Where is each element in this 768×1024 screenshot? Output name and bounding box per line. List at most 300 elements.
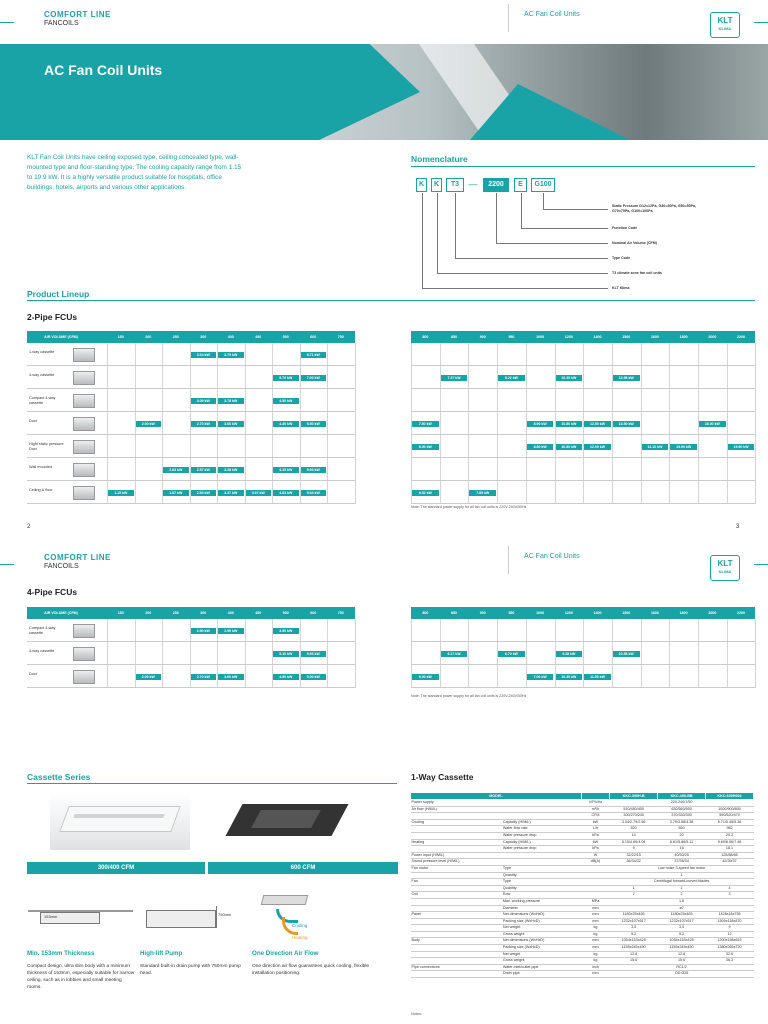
capacity-badge: 5.00 kW	[301, 467, 327, 473]
spec-cell: kPa	[581, 832, 609, 839]
cfm-column-header: 750	[337, 335, 344, 339]
spec-cell: Max. working pressure	[502, 898, 581, 905]
spec-cell: CFM	[581, 813, 609, 820]
spec-cell: Water inlet/outlet pipe	[502, 964, 581, 971]
cfm-column-header: 850	[451, 335, 458, 339]
cfm-column-header: 250	[172, 335, 179, 339]
spec-cell: 9	[706, 925, 754, 932]
cfm-column-header: 1800	[679, 335, 688, 339]
cfm-column-header: 950	[508, 335, 515, 339]
capacity-badge: 5.10 kW	[273, 651, 299, 657]
spec-cell	[411, 905, 502, 912]
banner	[0, 44, 768, 140]
cfm-column-header: 1600	[650, 611, 659, 615]
spec-cell: W	[581, 852, 609, 859]
spec-row	[411, 918, 754, 925]
note-2pipe: Note: The standard power supply for all fan coil units is 220V-240V/50Hz	[411, 505, 527, 509]
spec-header: KKC-300H-B	[610, 793, 658, 800]
cfm-column-header: 2200	[737, 335, 746, 339]
spec-cell: mm	[581, 971, 609, 978]
spec-cell: mm	[581, 918, 609, 925]
feature-title-airflow: One Direction Air Flow	[252, 950, 319, 957]
spec-cell: Power supply	[411, 800, 502, 807]
capacity-badge: 1.87 kW	[163, 490, 189, 496]
spec-cell: 650	[658, 826, 706, 833]
feature-title-pump: High-lift Pump	[140, 950, 183, 957]
cfm-column-header: 1600	[650, 335, 659, 339]
spec-cell: 1155x245x490	[610, 945, 658, 952]
spec-cell	[581, 872, 609, 879]
spec-cell: 3.79/3.58/3.38	[658, 819, 706, 826]
cfm-column-header: 2000	[708, 335, 717, 339]
cfm-column-header: 400	[227, 611, 234, 615]
fcu-unit-image	[73, 348, 95, 362]
spec-cell: 1054x153x425	[658, 938, 706, 945]
capacity-badge: 7.00 kW	[301, 375, 327, 381]
spec-cell: Capacity (H/M/L)	[502, 819, 581, 826]
spec-cell: kg	[581, 925, 609, 932]
spec-row	[411, 879, 754, 886]
capacity-badge: 14.10 kW	[642, 444, 669, 450]
capacity-badge: 4.83 kW	[273, 490, 299, 496]
fcu-unit-image	[73, 394, 95, 408]
cassette-600-image	[228, 792, 348, 852]
fcu-row	[411, 389, 755, 412]
note-4pipe: Note: The standard power supply for all fan coil units is 220V-240V/50Hz	[411, 694, 527, 698]
spec-cell	[411, 872, 502, 879]
spec-cell: Centrifugal forward-curved blades	[610, 879, 754, 886]
spec-cell: Type	[502, 879, 581, 886]
spec-cell: Net weight	[502, 925, 581, 932]
spec-cell: 1	[610, 885, 658, 892]
spec-cell	[411, 832, 502, 839]
spec-cell: 20.2	[706, 832, 754, 839]
spec-cell: Body	[411, 938, 502, 945]
cfm-column-header: 850	[451, 611, 458, 615]
capacity-badge: 4.40 kW	[273, 421, 299, 427]
spec-row	[411, 945, 754, 952]
spec-cell: 5.71/5.45/5.36	[706, 819, 754, 826]
spec-cell: 370/330/300	[658, 813, 706, 820]
spec-cell: 300/270/240	[610, 813, 658, 820]
spec-cell: 36/34/32	[610, 859, 658, 866]
spec-cell: Net dimensions (WxHxD)	[502, 938, 581, 945]
capacity-badge: 3.60 kW	[218, 421, 244, 427]
spec-row	[411, 872, 754, 879]
heating-label: Heating	[292, 935, 308, 940]
intro-text: KLT Fan Coil Units have ceiling exposed type, ceiling concealed type, wall-mounted type and floor-standing type. The cooling capacity range from 1.15 to 19.9 kW. It is a highly versatile product suitable for hospitals, office buildings, hotels, airports and various other applications.	[27, 154, 242, 191]
nomenclature-code: 2200	[483, 178, 509, 192]
spec-cell: Gross weight	[502, 958, 581, 965]
capacity-badge: 2.97 kW	[191, 467, 217, 473]
cfm-column-header: 2000	[708, 611, 717, 615]
cfm-column-header: 150	[117, 335, 124, 339]
spec-cell: 1380x265x720	[706, 945, 754, 952]
fcu-unit-image	[73, 463, 95, 477]
spec-cell: 32/22/15	[610, 852, 658, 859]
two-pipe-header-left	[27, 331, 355, 343]
spec-cell: 3.04/2.79/2.56	[610, 819, 658, 826]
cfm-column-header: 200	[145, 335, 152, 339]
klt-logo-p2: KLT KLIMA	[710, 555, 740, 581]
spec-cell: Quantity	[502, 885, 581, 892]
spec-cell: 1180x25x465	[610, 912, 658, 919]
fcu-type-label: Compact 4-way cassette	[29, 625, 56, 635]
capacity-badge: 2.53 kW	[191, 490, 217, 496]
fcu-row	[411, 458, 755, 481]
cfm-column-header: 750	[337, 611, 344, 615]
capacity-badge: 3.79 kW	[218, 352, 244, 358]
spec-cell: Capacity (H/M/L)	[502, 839, 581, 846]
spec-cell: 520	[610, 826, 658, 833]
spec-row	[411, 819, 754, 826]
spec-cell: kg	[581, 958, 609, 965]
klt-logo: KLT KLIMA	[710, 12, 740, 38]
spec-cell: 9.60/8.56/7.48	[706, 839, 754, 846]
capacity-badge: 15.00 kW	[670, 444, 697, 450]
nomenclature-code: K	[431, 178, 442, 192]
capacity-badge: 3.04 kW	[191, 352, 217, 358]
capacity-badge: 2.63 kW	[163, 467, 189, 473]
fcu-unit-image	[73, 440, 95, 454]
spec-cell: Low noise 3-speed fan motor	[610, 865, 754, 872]
brand-line2: FANCOILS	[44, 20, 79, 27]
spec-cell: 1232x107x517	[658, 918, 706, 925]
spec-cell	[411, 951, 502, 958]
cfm-column-header: 300	[200, 611, 207, 615]
spec-cell: Heating	[411, 839, 502, 846]
thickness-diagram: 153mm	[28, 902, 133, 936]
spec-cell	[411, 971, 502, 978]
spec-cell: Fan	[411, 879, 502, 886]
air-volume-label: AIR VOLUME (CFM)	[44, 611, 78, 615]
capacity-badge: 5.71 kW	[301, 352, 327, 358]
capacity-badge: 4.25 kW	[273, 467, 299, 473]
cfm-column-header: 450	[255, 611, 262, 615]
cfm-column-header: 250	[172, 611, 179, 615]
fcu-unit-image	[73, 486, 95, 500]
spec-cell: Coil	[411, 892, 502, 899]
capacity-badge: 10.80 kW	[556, 421, 583, 427]
spec-row	[411, 800, 754, 807]
spec-cell	[411, 826, 502, 833]
two-pipe-title: 2-Pipe FCUs	[27, 312, 78, 322]
spec-cell: 630/560/500	[658, 806, 706, 813]
spec-row	[411, 951, 754, 958]
spec-cell: 20	[658, 832, 706, 839]
capacity-badge: 2.70 kW	[191, 421, 217, 427]
spec-cell: m³/h	[581, 806, 609, 813]
spec-row	[411, 931, 754, 938]
spec-cell: 982	[706, 826, 754, 833]
capacity-badge: 7.85 kW	[469, 490, 496, 496]
cfm-column-header: 500	[282, 611, 289, 615]
spec-cell: 18.1	[706, 846, 754, 853]
spec-cell	[502, 859, 581, 866]
spec-cell: 2	[658, 892, 706, 899]
capacity-badge: 5.64 kW	[301, 490, 327, 496]
capacity-badge: 5.50 kW	[301, 421, 327, 427]
spec-cell: 590/520/470	[706, 813, 754, 820]
spec-cell: 12.8	[610, 951, 658, 958]
spec-cell: 5.15/4.60/4.04	[610, 839, 658, 846]
cfm-column-header: 1500	[622, 611, 631, 615]
spec-cell: Type	[502, 865, 581, 872]
spec-cell	[411, 885, 502, 892]
spec-row	[411, 938, 754, 945]
spec-cell: 3	[706, 892, 754, 899]
capacity-badge: 10.39 kW	[556, 375, 583, 381]
fcu-row	[411, 343, 755, 366]
spec-row	[411, 892, 754, 899]
cfm-column-header: 1500	[622, 335, 631, 339]
spec-cell: 32.6	[706, 951, 754, 958]
spec-header	[581, 793, 609, 800]
spec-cell: kg	[581, 931, 609, 938]
cfm-column-header: 800	[422, 611, 429, 615]
capacity-badge: 11.50 kW	[584, 674, 611, 680]
spec-cell: 5.2	[658, 931, 706, 938]
cfm-column-header: 1400	[593, 335, 602, 339]
cfm-column-header: 400	[227, 335, 234, 339]
cfm-column-header: 450	[255, 335, 262, 339]
spec-cell: 12.8	[658, 951, 706, 958]
spec-cell	[581, 879, 609, 886]
capacity-badge: 19.90 kW	[728, 444, 755, 450]
spec-notes: Notes:	[411, 1012, 422, 1016]
spec-row	[411, 859, 754, 866]
spec-cell: 1180x25x465	[658, 912, 706, 919]
capacity-badge: 12.50 kW	[584, 421, 611, 427]
spec-cell: kPa	[581, 846, 609, 853]
spec-cell: 9	[610, 846, 658, 853]
capacity-badge: 5.70 kW	[273, 375, 299, 381]
spec-cell: Pipe connections	[411, 964, 502, 971]
spec-cell: 12	[706, 931, 754, 938]
spec-cell: inch	[581, 964, 609, 971]
cassette-series-title: Cassette Series	[27, 772, 91, 782]
fcu-unit-image	[73, 417, 95, 431]
fcu-type-label: 4-way cassette	[29, 648, 55, 653]
spec-cell	[581, 885, 609, 892]
capacity-badge: 6.00 kW	[412, 674, 439, 680]
spec-cell: 14	[610, 832, 658, 839]
nomenclature-label: KLT Klima	[612, 286, 630, 290]
spec-cell: 1232x107x517	[610, 918, 658, 925]
brand-line1: COMFORT LINE	[44, 10, 111, 19]
spec-cell: mm	[581, 945, 609, 952]
spec-cell: MPa	[581, 898, 609, 905]
badge-300-400-cfm: 300/400 CFM	[27, 862, 205, 874]
fcu-type-label: Wall mounted	[29, 464, 53, 469]
spec-row	[411, 912, 754, 919]
cfm-column-header: 950	[508, 611, 515, 615]
capacity-badge: 12.00 kW	[584, 444, 611, 450]
fcu-unit-image	[73, 624, 95, 638]
fcu-type-label: Hight static pressure Duct	[29, 441, 64, 451]
cassette-300-400-image	[50, 792, 190, 850]
capacity-badge: 10.58 kW	[613, 651, 640, 657]
spec-cell	[411, 958, 502, 965]
spec-cell: OD Ø25	[610, 971, 754, 978]
spec-cell: 36.3	[706, 958, 754, 965]
spec-cell: 125/88/65	[706, 852, 754, 859]
capacity-badge: 5.93 kW	[301, 651, 327, 657]
capacity-badge: 8.00 kW	[412, 444, 439, 450]
spec-cell: ø7	[610, 905, 754, 912]
nomenclature-label: Type Code	[612, 256, 631, 260]
spec-cell	[411, 945, 502, 952]
spec-cell	[502, 800, 581, 807]
cfm-column-header: 1000	[536, 335, 545, 339]
nomenclature-leader	[422, 193, 609, 289]
air-volume-label: AIR VOLUME (CFM)	[44, 335, 78, 339]
banner-title: AC Fan Coil Units	[44, 62, 163, 78]
capacity-badge: 2.00 kW	[136, 421, 162, 427]
spec-header: MODEL	[411, 793, 582, 800]
spec-cell: Water pressure drop	[502, 846, 581, 853]
capacity-badge: 3.97 kW	[246, 490, 272, 496]
capacity-badge: 2.70 kW	[191, 674, 217, 680]
capacity-badge: 8.90 kW	[527, 421, 554, 427]
spec-cell: mm	[581, 905, 609, 912]
spec-cell: RC1/2	[610, 964, 754, 971]
spec-cell	[411, 846, 502, 853]
spec-cell: 37/35/34	[658, 859, 706, 866]
spec-row	[411, 885, 754, 892]
capacity-badge: 12.98 kW	[613, 375, 640, 381]
fcu-type-label: 1-way cassette	[29, 349, 55, 354]
capacity-badge: 6.52 kW	[412, 490, 439, 496]
airflow-diagram	[262, 895, 352, 945]
cfm-column-header: 200	[145, 611, 152, 615]
spec-cell	[502, 852, 581, 859]
fcu-type-label: Duct	[29, 418, 37, 423]
nomenclature-title: Nomenclature	[411, 154, 468, 164]
capacity-badge: 1.15 kW	[108, 490, 134, 496]
capacity-badge: 3.50 kW	[273, 628, 299, 634]
spec-cell: 3.5	[658, 925, 706, 932]
spec-row	[411, 905, 754, 912]
capacity-badge: 7.50 kW	[412, 421, 439, 427]
spec-cell: 4	[706, 885, 754, 892]
spec-header: KKC-600H004	[706, 793, 754, 800]
nomenclature-code: G100	[531, 178, 555, 192]
cfm-column-header: 800	[422, 335, 429, 339]
page-number-right: 3	[736, 524, 740, 530]
capacity-badge: 2.90 kW	[218, 628, 244, 634]
spec-row	[411, 826, 754, 833]
spec-table	[410, 792, 754, 978]
capacity-badge: 8.80 kW	[527, 444, 554, 450]
spec-row	[411, 925, 754, 932]
spec-cell	[411, 813, 502, 820]
spec-cell: Power input (H/M/L)	[411, 852, 502, 859]
feature-desc-thickness: Compact design, ultra slim body with a minimum thickness of 153mm, especially suitable for narrow ceiling, such as in lobbies and small meeting rooms.	[27, 964, 135, 990]
nomenclature-label: T3 climate zone fan coil units	[612, 271, 662, 275]
spec-cell: Water flow rate	[502, 826, 581, 833]
spec-title: 1-Way Cassette	[411, 772, 474, 782]
spec-cell: Net dimensions (WxHxD)	[502, 912, 581, 919]
spec-cell: 3.5	[610, 925, 658, 932]
feature-desc-airflow: One direction air flow guarantees quick cooling, flexible installation positioning.	[252, 964, 370, 976]
spec-cell	[581, 865, 609, 872]
fcu-row	[411, 619, 755, 642]
cfm-column-header: 900	[479, 611, 486, 615]
spec-cell: Gross weight	[502, 931, 581, 938]
four-pipe-header-right	[411, 607, 755, 619]
spec-cell: 220-240/1/50	[610, 800, 754, 807]
spec-row	[411, 832, 754, 839]
spec-row	[411, 865, 754, 872]
spec-cell: 2	[610, 892, 658, 899]
nomenclature-code: T3	[446, 178, 464, 192]
spec-cell: 5.2	[610, 931, 658, 938]
cfm-column-header: 300	[200, 335, 207, 339]
cfm-column-header: 900	[479, 335, 486, 339]
four-pipe-header-left	[27, 607, 355, 619]
feature-desc-pump: Standard built-in drain pump with 750mm pump head.	[140, 964, 241, 976]
brand-line2-p2: FANCOILS	[44, 563, 79, 570]
capacity-badge: 2.50 kW	[191, 628, 217, 634]
spec-cell: Net weight	[502, 951, 581, 958]
spec-cell: kg	[581, 951, 609, 958]
fcu-unit-image	[73, 371, 95, 385]
four-pipe-title: 4-Pipe FCUs	[27, 587, 78, 597]
nomenclature-code: E	[514, 178, 527, 192]
cfm-column-header: 150	[117, 611, 124, 615]
spec-row	[411, 964, 754, 971]
spec-cell: 1054x153x425	[610, 938, 658, 945]
spec-row	[411, 958, 754, 965]
spec-cell: L/h	[581, 826, 609, 833]
spec-cell: 1	[658, 885, 706, 892]
spec-row	[411, 846, 754, 853]
capacity-badge: 2.00 kW	[136, 674, 162, 680]
cfm-column-header: 600	[310, 335, 317, 339]
spec-cell: Panel	[411, 912, 502, 919]
spec-cell	[502, 806, 581, 813]
nomenclature-label: Function Code	[612, 226, 638, 230]
capacity-badge: 3.09 kW	[191, 398, 217, 404]
capacity-badge: 7.00 kW	[527, 674, 554, 680]
cfm-column-header: 600	[310, 611, 317, 615]
spec-cell: 1.6	[610, 898, 754, 905]
fcu-type-label: Ceiling & floor	[29, 487, 53, 492]
capacity-badge: 10.80 kW	[556, 444, 583, 450]
spec-cell: Drain pipe	[502, 971, 581, 978]
spec-cell: 6.61/5.86/5.11	[658, 839, 706, 846]
spec-row	[411, 813, 754, 820]
spec-header: KKC-400-BB	[658, 793, 706, 800]
capacity-badge: 18.00 kW	[699, 421, 726, 427]
spec-cell: 1428x18x755	[706, 912, 754, 919]
fcu-row	[411, 665, 755, 688]
capacity-badge: 3.28 kW	[218, 467, 244, 473]
spec-row	[411, 971, 754, 978]
capacity-badge: 5.00 kW	[301, 674, 327, 680]
spec-cell: 1155x245x490	[658, 945, 706, 952]
spec-cell: 15.6	[658, 958, 706, 965]
spec-cell: 16	[658, 846, 706, 853]
capacity-badge: 6.70 kW	[498, 651, 525, 657]
cfm-column-header: 1200	[564, 611, 573, 615]
fcu-unit-image	[73, 670, 95, 684]
spec-cell: 42/39/37	[706, 859, 754, 866]
spec-cell	[502, 813, 581, 820]
nomenclature-label: Static Pressure G12=12Pa, G30=30Pa, G50=50Pa, G70=70Pa, G100=100Pa	[612, 204, 697, 213]
spec-cell: 510/450/400	[610, 806, 658, 813]
